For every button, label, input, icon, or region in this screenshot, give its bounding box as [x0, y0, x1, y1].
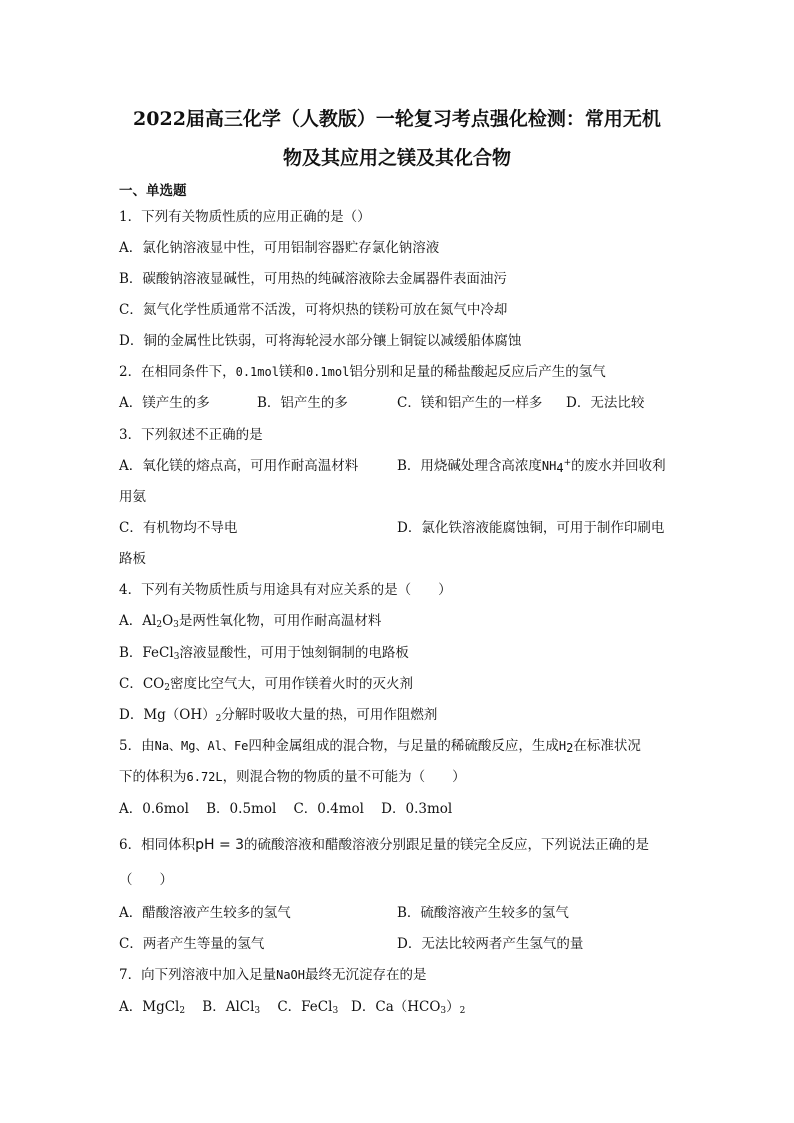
q7-option-b: B．AlCl$_3$ — [202, 999, 261, 1016]
q6-stem-paren: （ ） — [119, 872, 173, 888]
q1-option-d: D．铜的金属性比铁弱，可将海轮浸水部分镶上铜锭以减缓船体腐蚀 — [119, 333, 522, 349]
q1-stem: 1．下列有关物质性质的应用正确的是（） — [119, 209, 371, 225]
q3-option-c: C．有机物均不导电 — [119, 520, 238, 536]
q2-option-a: A．镁产生的多 — [119, 395, 210, 411]
q5-options — [119, 800, 452, 818]
q1-option-c: C．氮气化学性质通常不活泼，可将炽热的镁粉可放在氮气中冷却 — [119, 302, 508, 318]
q4-option-a: A．$Al_2O_3$是两性氧化物，可用作耐高温材料 — [119, 613, 382, 630]
q3-option-b-continued: 用氨 — [119, 489, 146, 505]
q2-option-d: D．无法比较 — [566, 395, 645, 411]
section-heading: 一、单选题 — [119, 183, 187, 199]
q5-option-b: B．0.5mol — [206, 801, 277, 817]
q1-option-b: B．碳酸钠溶液显碱性，可用热的纯碱溶液除去金属器件表面油污 — [119, 271, 507, 287]
q7-option-c: C．FeCl$_3$ — [277, 999, 339, 1016]
q2-amount-al: 0.1mol — [305, 365, 350, 379]
q7-option-a: A．MgCl$_2$ — [119, 999, 186, 1016]
q7-option-d: D．$Ca(HCO_3)_2$ — [351, 999, 466, 1016]
q6-option-b: B．硫酸溶液产生较多的氢气 — [397, 905, 569, 921]
q5-option-d: D．0.3mol — [381, 801, 453, 817]
q5-stem: 5．由Na、Mg、Al、Fe四种金属组成的混合物，与足量的稀硫酸反应，生成$H_2$在标准状况 — [119, 738, 641, 755]
q4-option-b: B．FeCl$_3$溶液显酸性，可用于蚀刻铜制的电路板 — [119, 645, 409, 662]
q5-stem-continued: 下的体积为6.72L，则混合物的物质的量不可能为（ ） — [119, 769, 466, 785]
q3-option-a: A．氧化镁的熔点高，可用作耐高温材料 — [119, 458, 359, 474]
q7-options — [119, 998, 465, 1016]
q7-reagent: NaOH — [276, 968, 305, 982]
q1-option-a: A．氯化钠溶液显中性，可用铝制容器贮存氯化钠溶液 — [119, 240, 440, 256]
q3-option-b: B．用烧碱处理含高浓度$NH_4^+$的废水并回收利 — [397, 458, 666, 475]
q5-volume: 6.72L — [186, 770, 223, 784]
q6-option-d: D．无法比较两者产生氢气的量 — [397, 936, 584, 952]
q6-stem: 6．相同体积pH = 3的硫酸溶液和醋酸溶液分别跟足量的镁完全反应，下列说法正确的是 — [119, 837, 650, 853]
q2-option-b: B．铝产生的多 — [257, 395, 348, 411]
q7-stem: 7．向下列溶液中加入足量NaOH最终无沉淀存在的是 — [119, 967, 427, 983]
title-line-1: 2022届高三化学（人教版）一轮复习考点强化检测：常用无机 — [133, 108, 661, 130]
q2-option-c: C．镁和铝产生的一样多 — [397, 395, 543, 411]
q5-metals: Na、Mg、Al、Fe — [154, 739, 249, 753]
q2-amount-mg: 0.1mol — [235, 365, 279, 379]
q6-ph-value: pH = 3 — [195, 837, 245, 853]
q3-option-d: D．氯化铁溶液能腐蚀铜，可用于制作印刷电 — [397, 520, 665, 536]
q4-stem: 4．下列有关物质性质与用途具有对应关系的是（ ） — [119, 582, 452, 598]
q3-option-d-continued: 路板 — [119, 551, 146, 567]
q6-option-a: A．醋酸溶液产生较多的氢气 — [119, 905, 291, 921]
q6-option-c: C．两者产生等量的氢气 — [119, 936, 265, 952]
q3-stem: 3．下列叙述不正确的是 — [119, 427, 263, 443]
q4-option-d: D．$Mg(OH)_2$分解时吸收大量的热，可用作阻燃剂 — [119, 707, 438, 724]
q5-option-c: C．0.4mol — [293, 801, 364, 817]
q4-option-c: C．$CO_2$密度比空气大，可用作镁着火时的灭火剂 — [119, 676, 413, 693]
q2-stem: 2．在相同条件下，0.1mol镁和0.1mol铝分别和足量的稀盐酸起反应后产生的氢气 — [119, 364, 606, 380]
title-line-2: 物及其应用之镁及其化合物 — [282, 147, 511, 169]
q5-option-a: A．0.6mol — [119, 801, 189, 817]
